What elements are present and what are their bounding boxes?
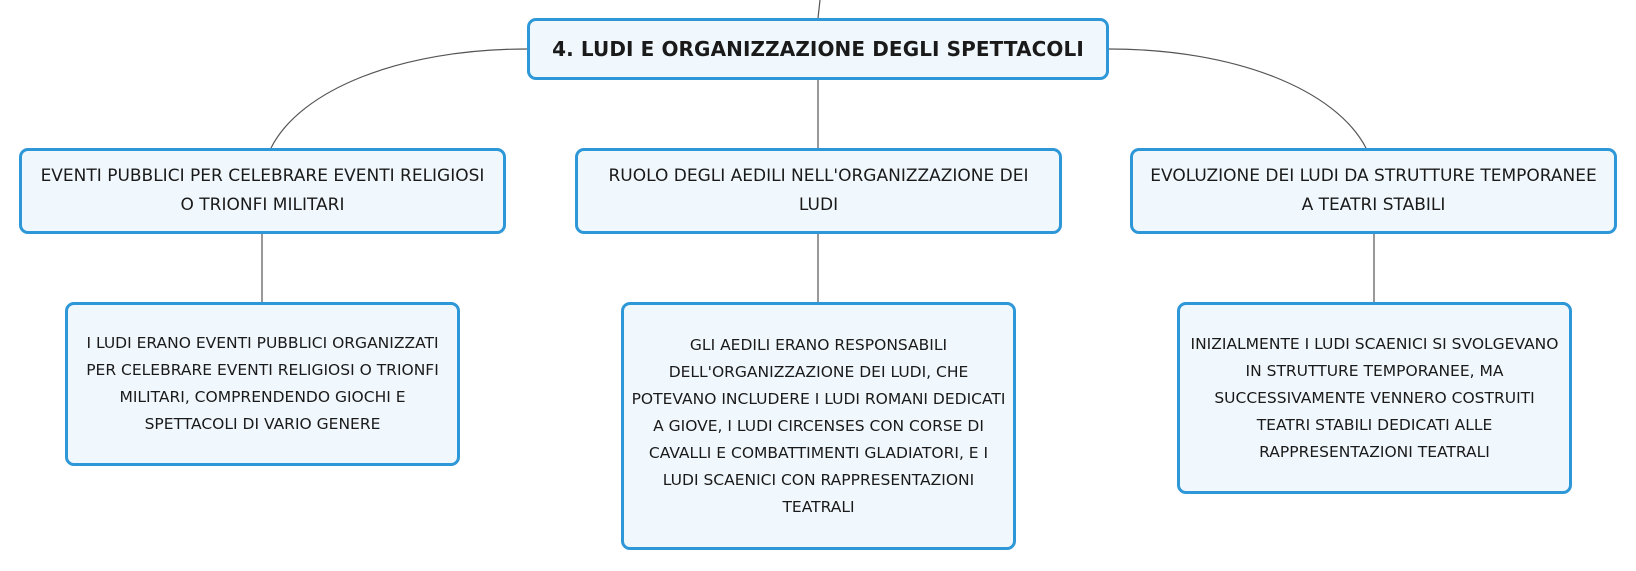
leaf-node-ruolo-aedili[interactable] [621,302,1016,550]
branch-node-evoluzione-ludi[interactable] [1130,148,1617,234]
connector-parent-to-root [818,0,820,18]
root-node[interactable] [527,18,1109,80]
leaf-node-text: I LUDI ERANO EVENTI PUBBLICI ORGANIZZATI PER CELEBRARE EVENTI RELIGIOSI O TRIONFI MILITARI, COMPRENDENDO GIOCHI E SPETTACOLI DI VARIO GENERE [86,334,439,433]
leaf-node-evoluzione-ludi[interactable] [1177,302,1572,494]
connector-root-to-branch-1 [271,49,527,148]
leaf-node-eventi-pubblici[interactable] [65,302,460,466]
leaf-node-text: INIZIALMENTE I LUDI SCAENICI SI SVOLGEVANO IN STRUTTURE TEMPORANEE, MA SUCCESSIVAMENTE VENNERO COSTRUITI TEATRI STABILI DEDICATI ALLE RAPPRESENTAZIONI TEATRALI [1190,334,1559,461]
connector-root-to-branch-3 [1109,49,1366,148]
root-node-title: 4. LUDI E ORGANIZZAZIONE DEGLI SPETTACOLI [552,37,1084,61]
leaf-node-text: GLI AEDILI ERANO RESPONSABILI DELL'ORGANIZZAZIONE DEI LUDI, CHE POTEVANO INCLUDERE I LUDI ROMANI DEDICATI A GIOVE, I LUDI CIRCENSES CON CORSE DI CAVALLI E COMBATTIMENTI GLADIATORI, E I LUDI SCAENICI CON RAPPRESENTAZIONI TEATRALI [631,335,1006,516]
branch-node-label: RUOLO DEGLI AEDILI NELL'ORGANIZZAZIONE DEI LUDI [608,166,1029,215]
branch-node-label: EVENTI PUBBLICI PER CELEBRARE EVENTI RELIGIOSI O TRIONFI MILITARI [40,166,485,215]
branch-node-ruolo-aedili[interactable] [575,148,1062,234]
branch-node-label: EVOLUZIONE DEI LUDI DA STRUTTURE TEMPORANEE A TEATRI STABILI [1150,166,1597,215]
branch-node-eventi-pubblici[interactable] [19,148,506,234]
